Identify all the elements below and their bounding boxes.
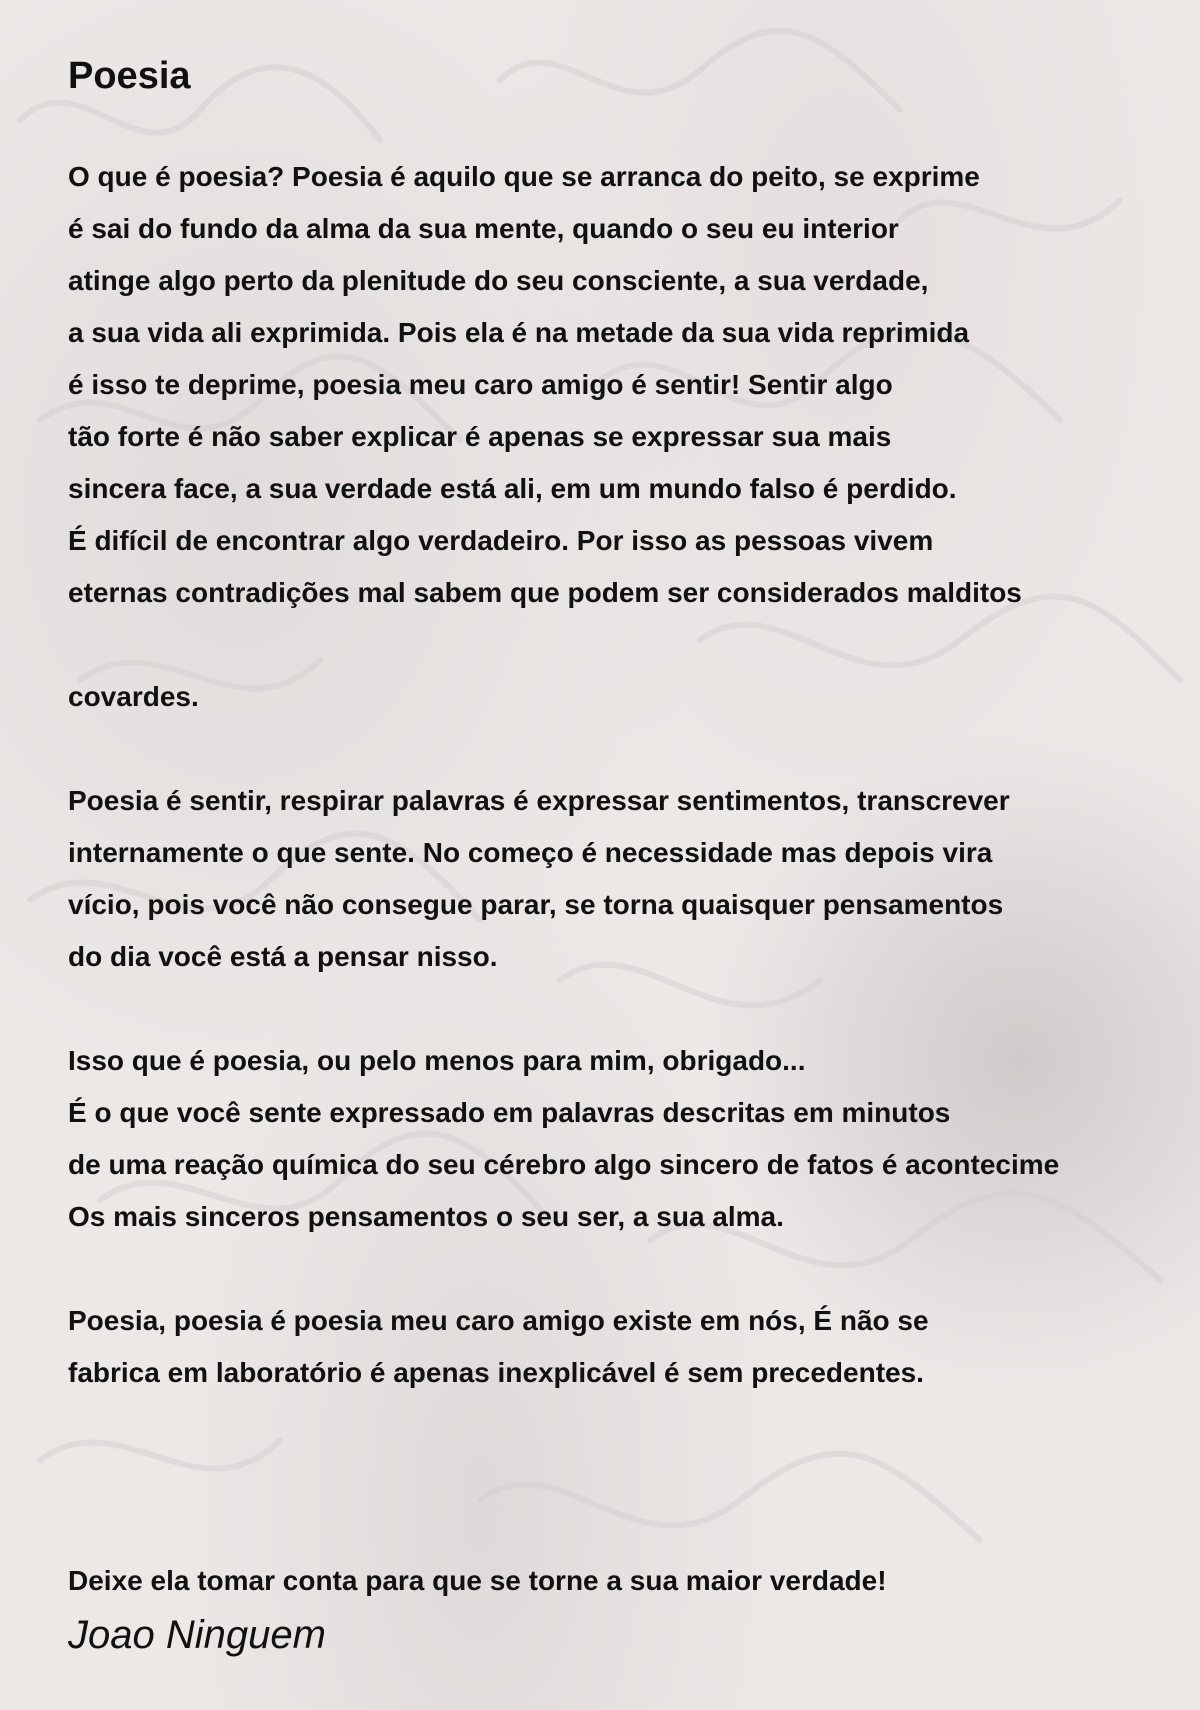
poem-line bbox=[68, 1503, 1198, 1555]
poem-body bbox=[68, 151, 1198, 1607]
poem-line: eternas contradições mal sabem que podem ser considerados malditos bbox=[68, 577, 1022, 608]
poem-line: covardes. bbox=[68, 681, 199, 712]
poem-line: é sai do fundo da alma da sua mente, quando o seu eu interior bbox=[68, 213, 899, 244]
poem-title: Poesia bbox=[68, 55, 191, 97]
poem-line bbox=[68, 723, 1198, 775]
poem-line bbox=[68, 619, 1198, 671]
poem-line bbox=[68, 983, 1198, 1035]
poem-line bbox=[68, 1399, 1198, 1451]
poem-line: O que é poesia? Poesia é aquilo que se arranca do peito, se exprime bbox=[68, 161, 980, 192]
poem-line: sincera face, a sua verdade está ali, em um mundo falso é perdido. bbox=[68, 473, 957, 504]
poem-line: Isso que é poesia, ou pelo menos para mim, obrigado... bbox=[68, 1045, 806, 1076]
poem-line: É o que você sente expressado em palavras descritas em minutos bbox=[68, 1097, 951, 1128]
poem-line bbox=[68, 1451, 1198, 1503]
poem-line: internamente o que sente. No começo é necessidade mas depois vira bbox=[68, 837, 993, 868]
poem-line bbox=[68, 1243, 1198, 1295]
poem-line: a sua vida ali exprimida. Pois ela é na metade da sua vida reprimida bbox=[68, 317, 970, 348]
poem-line: Poesia é sentir, respirar palavras é expressar sentimentos, transcrever bbox=[68, 785, 1010, 816]
poem-line: fabrica em laboratório é apenas inexplicável é sem precedentes. bbox=[68, 1357, 924, 1388]
poem-line: É difícil de encontrar algo verdadeiro. Por isso as pessoas vivem bbox=[68, 525, 934, 556]
author-name: Joao Ninguem bbox=[68, 1613, 326, 1657]
poem-line: Os mais sinceros pensamentos o seu ser, a sua alma. bbox=[68, 1201, 784, 1232]
poem-line: atinge algo perto da plenitude do seu consciente, a sua verdade, bbox=[68, 265, 929, 296]
poem-line: tão forte é não saber explicar é apenas se expressar sua mais bbox=[68, 421, 892, 452]
poem-line: de uma reação química do seu cérebro algo sincero de fatos é acontecime bbox=[68, 1149, 1060, 1180]
poem-line: Poesia, poesia é poesia meu caro amigo existe em nós, É não se bbox=[68, 1305, 929, 1336]
poem-line: do dia você está a pensar nisso. bbox=[68, 941, 498, 972]
poem-line: é isso te deprime, poesia meu caro amigo é sentir! Sentir algo bbox=[68, 369, 893, 400]
poem-line: vício, pois você não consegue parar, se torna quaisquer pensamentos bbox=[68, 889, 1004, 920]
poem-line: Deixe ela tomar conta para que se torne a sua maior verdade! bbox=[68, 1565, 887, 1596]
